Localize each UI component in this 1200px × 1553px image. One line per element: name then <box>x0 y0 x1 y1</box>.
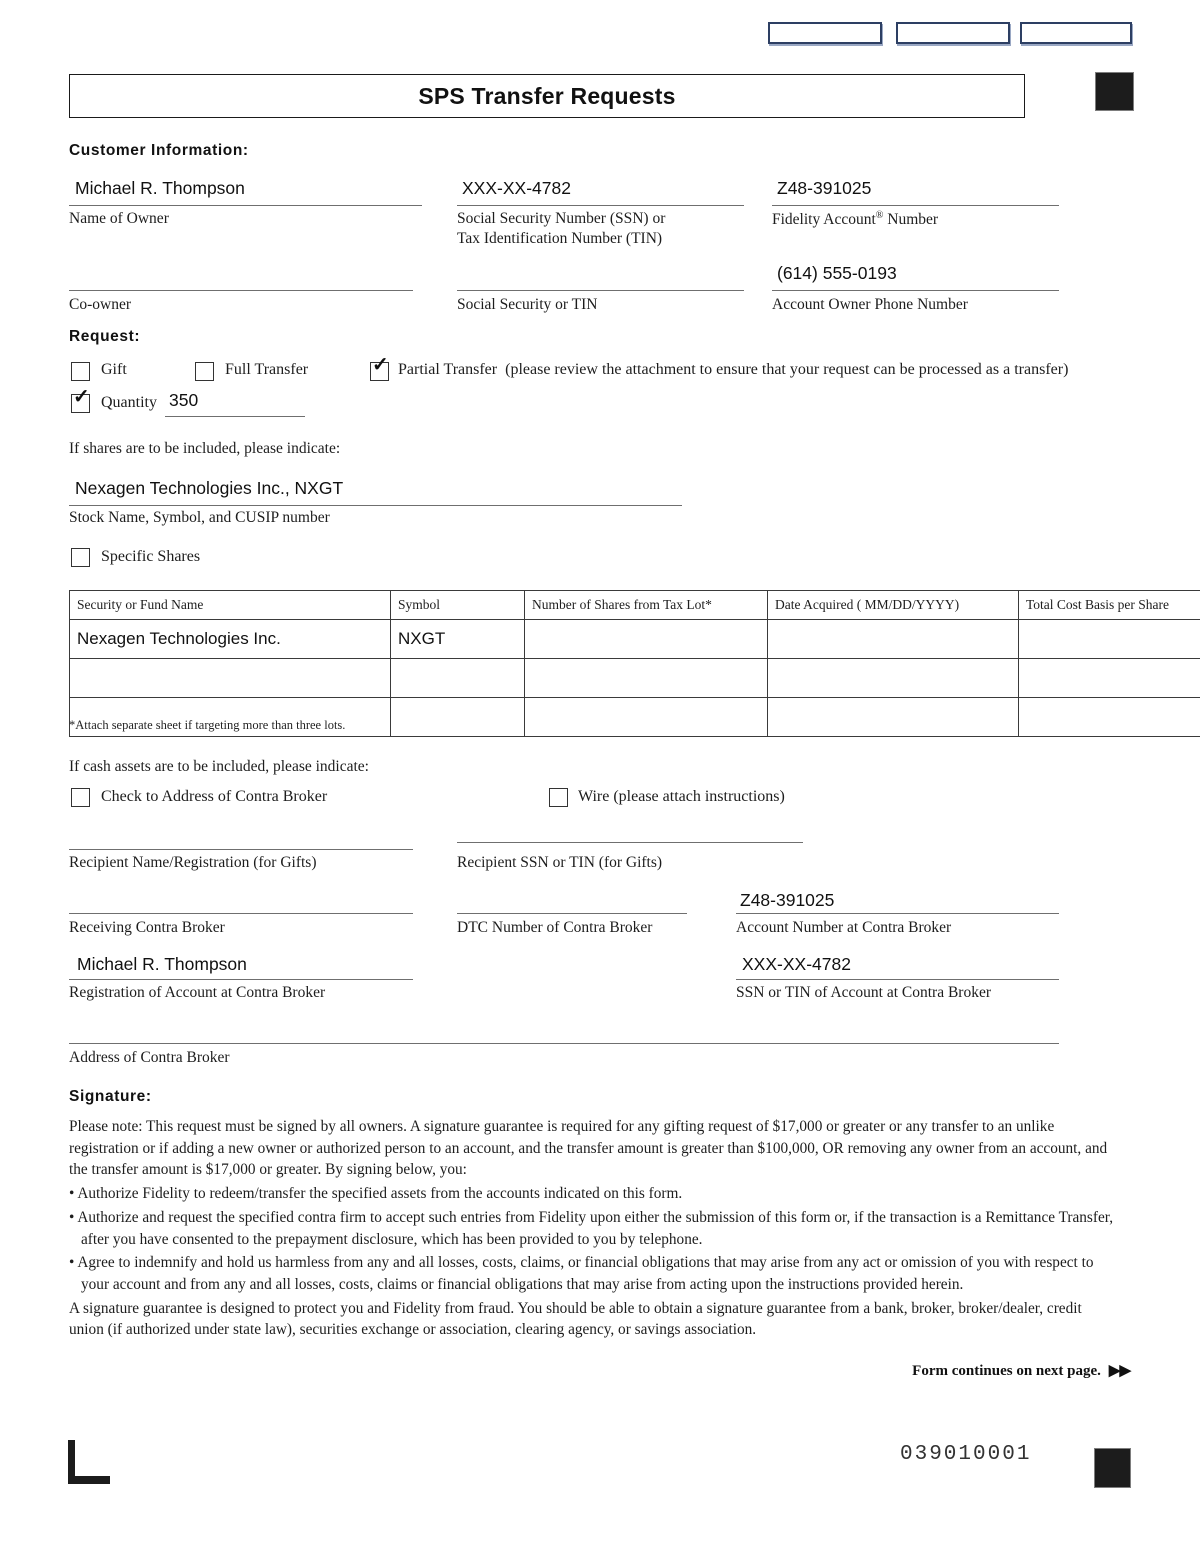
column-header-date-acquired: Date Acquired ( MM/DD/YYYY) <box>768 591 1019 620</box>
account-number-contra-label: Account Number at Contra Broker <box>736 919 952 936</box>
account-number-contra-value[interactable]: Z48-391025 <box>740 890 835 910</box>
cell-cost-basis[interactable] <box>1019 698 1200 737</box>
fidelity-account-rule <box>772 205 1059 206</box>
ssn-label-line1: Social Security Number (SSN) or <box>457 210 666 227</box>
cell-symbol-text: NXGT <box>398 629 446 648</box>
table-footnote: *Attach separate sheet if targeting more than three lots. <box>69 718 346 732</box>
registration-marks <box>768 22 1128 42</box>
check-mark-icon: ✓ <box>73 386 90 408</box>
ssn-value[interactable]: XXX-XX-4782 <box>462 178 571 198</box>
fidelity-account-number-value[interactable]: Z48-391025 <box>777 178 872 198</box>
registration-box-2 <box>896 22 1010 44</box>
signature-bullet-2: • Authorize and request the specified contra firm to accept such entries from Fidelity upon either the submission of this form or, if the transaction is a Remittance Transfer, after you have consented to the prepayment disclosure, which has been provided to you by telephone. <box>69 1208 1114 1248</box>
phone-number-value[interactable]: (614) 555-0193 <box>777 263 897 283</box>
section-heading-signature: Signature: <box>69 1088 152 1105</box>
checkbox-specific-shares-label: Specific Shares <box>101 548 201 565</box>
recipient-ssn-rule <box>457 842 803 843</box>
cell-security[interactable] <box>70 620 391 659</box>
table-header-row <box>70 591 1200 620</box>
registration-box-3 <box>1020 22 1132 44</box>
section-heading-customer-information: Customer Information: <box>69 142 249 159</box>
co-owner-ssn-rule <box>457 290 744 291</box>
stock-name-rule <box>69 505 682 506</box>
column-header-security: Security or Fund Name <box>70 591 391 620</box>
ssn-tin-contra-label: SSN or TIN of Account at Contra Broker <box>736 984 991 1001</box>
signature-intro: Please note: This request must be signed by all owners. A signature guarantee is required for any gifting request of $17,000 or greater or any transfer to an unlike registration or if adding a new owner or authorized person to an account, and the transfer amount is greater than $100,000, OR removing any owner from an account, and the transfer amount is $17,000 or greater. By signing below, you: <box>69 1118 1108 1179</box>
cash-assets-prompt: If cash assets are to be included, please indicate: <box>69 758 369 775</box>
alignment-square-bottom <box>1094 1448 1131 1488</box>
form-continues-text: Form continues on next page. <box>912 1363 1101 1379</box>
registration-box-1 <box>768 22 882 44</box>
co-owner-ssn-label: Social Security or TIN <box>457 296 598 313</box>
tax-lot-table <box>69 590 1200 737</box>
address-contra-label: Address of Contra Broker <box>69 1049 230 1066</box>
ssn-label-line2: Tax Identification Number (TIN) <box>457 230 663 247</box>
table-row <box>70 659 1200 698</box>
check-mark-icon: ✓ <box>372 354 389 376</box>
name-of-owner-label: Name of Owner <box>69 210 169 227</box>
dtc-number-label: DTC Number of Contra Broker <box>457 919 653 936</box>
cell-cost-basis[interactable] <box>1019 659 1200 698</box>
ssn-tin-contra-value[interactable]: XXX-XX-4782 <box>742 954 851 974</box>
cell-security[interactable] <box>70 659 391 698</box>
recipient-ssn-label: Recipient SSN or TIN (for Gifts) <box>457 854 663 871</box>
cell-symbol[interactable] <box>391 698 525 737</box>
signature-body <box>69 1116 1119 1343</box>
corner-crop-mark <box>68 1440 110 1484</box>
phone-number-rule <box>772 290 1059 291</box>
checkbox-gift[interactable] <box>71 362 90 381</box>
checkbox-specific-shares[interactable] <box>71 548 90 567</box>
checkbox-check-to-address-label: Check to Address of Contra Broker <box>101 788 328 805</box>
registration-contra-value[interactable]: Michael R. Thompson <box>77 954 247 974</box>
ssn-tin-contra-rule <box>736 979 1059 980</box>
cell-date-acquired[interactable] <box>768 698 1019 737</box>
checkbox-wire-label: Wire (please attach instructions) <box>578 788 785 805</box>
page-title <box>69 74 1025 118</box>
cell-symbol[interactable] <box>391 659 525 698</box>
checkbox-check-to-address[interactable] <box>71 788 90 807</box>
section-heading-request: Request: <box>69 328 141 345</box>
cell-date-acquired[interactable] <box>768 620 1019 659</box>
form-number: 039010001 <box>900 1443 1032 1466</box>
quantity-rule <box>165 416 305 417</box>
signature-bullet-1: • Authorize Fidelity to redeem/transfer the specified assets from the accounts indicated on this form. <box>69 1185 683 1203</box>
checkbox-quantity[interactable] <box>71 386 90 413</box>
dtc-number-rule <box>457 913 687 914</box>
cell-shares[interactable] <box>525 659 768 698</box>
column-header-cost-basis: Total Cost Basis per Share <box>1019 591 1200 620</box>
stock-name-label: Stock Name, Symbol, and CUSIP number <box>69 509 330 526</box>
quantity-value[interactable]: 350 <box>169 390 199 410</box>
cell-date-acquired[interactable] <box>768 659 1019 698</box>
checkbox-full-transfer[interactable] <box>195 362 214 381</box>
name-of-owner-value[interactable]: Michael R. Thompson <box>75 178 245 198</box>
checkbox-full-transfer-label: Full Transfer <box>225 361 309 378</box>
fidelity-account-label: Fidelity Account® Number <box>772 210 939 229</box>
registration-contra-label: Registration of Account at Contra Broker <box>69 984 326 1001</box>
co-owner-rule <box>69 290 413 291</box>
cell-shares[interactable] <box>525 620 768 659</box>
right-arrows-icon: ▶▶ <box>1108 1363 1130 1379</box>
checkbox-partial-transfer[interactable] <box>370 354 389 381</box>
ssn-rule <box>457 205 744 206</box>
column-header-symbol: Symbol <box>391 591 525 620</box>
registration-contra-rule <box>69 979 413 980</box>
checkbox-wire[interactable] <box>549 788 568 807</box>
recipient-name-label: Recipient Name/Registration (for Gifts) <box>69 854 317 871</box>
cell-security-text: Nexagen Technologies Inc. <box>77 629 281 648</box>
receiving-contra-broker-label: Receiving Contra Broker <box>69 919 225 936</box>
receiving-contra-broker-rule <box>69 913 413 914</box>
alignment-square-top <box>1095 72 1134 111</box>
co-owner-label: Co-owner <box>69 296 131 313</box>
checkbox-quantity-label: Quantity <box>101 394 157 411</box>
recipient-name-rule <box>69 849 413 850</box>
column-header-shares: Number of Shares from Tax Lot* <box>525 591 768 620</box>
table-row <box>70 620 1200 659</box>
cell-shares[interactable] <box>525 698 768 737</box>
phone-number-label: Account Owner Phone Number <box>772 296 968 313</box>
shares-prompt: If shares are to be included, please indicate: <box>69 440 341 457</box>
stock-name-symbol-cusip-value[interactable]: Nexagen Technologies Inc., NXGT <box>75 478 344 498</box>
form-continues-note <box>912 1361 1130 1380</box>
signature-closing: A signature guarantee is designed to protect you and Fidelity from fraud. You should be able to obtain a signature guarantee from a bank, broker, broker/dealer, credit union (if authorized under state law), securities exchange or association, clearing agency, or savings association. <box>69 1299 1082 1339</box>
address-contra-rule <box>69 1043 1059 1044</box>
checkbox-gift-label: Gift <box>101 361 127 378</box>
account-number-contra-rule <box>736 913 1059 914</box>
cell-symbol[interactable] <box>391 620 525 659</box>
page-title-text: SPS Transfer Requests <box>418 82 676 109</box>
checkbox-partial-transfer-label: Partial Transfer (please review the attachment to ensure that your request can be processed as a transfer) <box>398 361 1069 378</box>
cell-cost-basis[interactable] <box>1019 620 1200 659</box>
name-of-owner-rule <box>69 205 422 206</box>
signature-bullet-3: • Agree to indemnify and hold us harmless from any and all losses, costs, claims, or financial obligations that may arise from any act or omission of you with respect to your account and from any and all losses, costs, claims or financial obligations that may arise from acting upon the instructions provided herein. <box>69 1254 1094 1294</box>
